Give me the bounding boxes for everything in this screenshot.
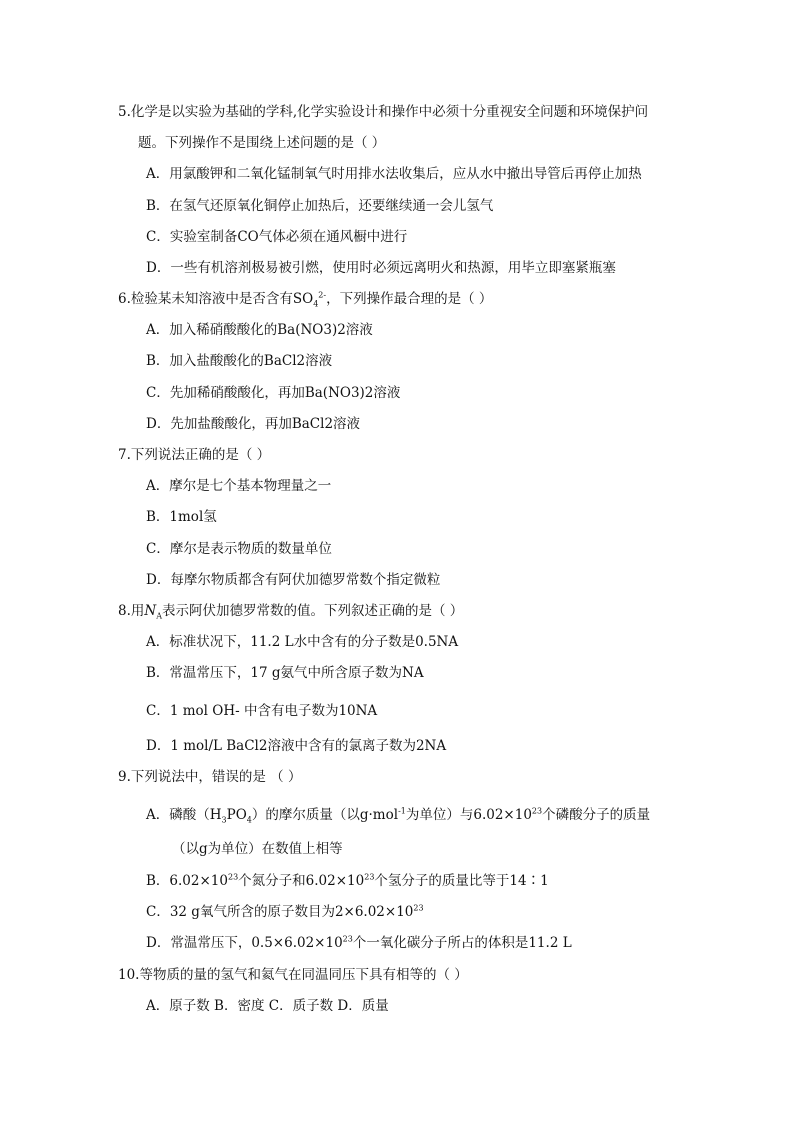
q8-option-d: D．1 mol/L BaCl2溶液中含有的氯离子数为2NA <box>146 738 447 754</box>
q9-option-d: D．常温常压下，$0.5\times 6.02\times 10^{23}$个一氧化碳分子所占的体积是11.2 L <box>146 934 572 951</box>
q5-option-a: A．用氯酸钾和二氧化锰制氧气时用排水法收集后，应从水中撤出导管后再停止加热 <box>146 166 642 182</box>
q6-stem: 6.检验某未知溶液中是否含有$SO_4^{2-}$，下列操作最合理的是（ ） <box>118 290 493 309</box>
q7-stem: 7.下列说法正确的是（ ） <box>118 447 271 463</box>
q6-option-d: D．先加盐酸酸化，再加BaCl2溶液 <box>146 416 361 432</box>
q7-option-d: D．每摩尔物质都含有阿伏加德罗常数个指定微粒 <box>146 572 441 588</box>
q6-option-c: C．先加稀硝酸酸化，再加Ba(NO3)2溶液 <box>146 385 401 401</box>
q7-option-a: A．摩尔是七个基本物理量之一 <box>146 478 332 494</box>
q6-option-b: B．加入盐酸酸化的BaCl2溶液 <box>146 353 333 369</box>
q8-option-b: B．常温常压下，17 g氨气中所含原子数为NA <box>146 665 424 681</box>
q10-options: A．原子数 B．密度 C．质子数 D．质量 <box>146 998 389 1014</box>
q9-option-a: A．磷酸$(H_3PO_4)$的摩尔质量（以g·mol$^{-1}$为单位）与$6.02\times 10^{23}$个磷酸分子的质量 <box>146 806 651 825</box>
q5-option-d: D．一些有机溶剂极易被引燃，使用时必须远离明火和热源，用毕立即塞紧瓶塞 <box>146 260 616 276</box>
q5-stem-line1: 5.化学是以实验为基础的学科,化学实验设计和操作中必须十分重视安全问题和环境保护问 <box>118 104 649 120</box>
q10-stem: 10.等物质的量的氢气和氦气在同温同压下具有相等的（ ） <box>118 967 468 983</box>
q8-option-a: A．标准状况下，11.2 L水中含有的分子数是0.5NA <box>146 634 459 650</box>
q6-option-a: A．加入稀硝酸酸化的Ba(NO3)2溶液 <box>146 322 373 338</box>
q9-option-a-line2: （以g为单位）在数值上相等 <box>172 841 343 857</box>
q5-option-b: B．在氢气还原氧化铜停止加热后，还要继续通一会儿氢气 <box>146 198 494 214</box>
q8-option-c: C．1 mol OH- 中含有电子数为10NA <box>146 703 378 719</box>
q5-stem-line2: 题。下列操作不是围绕上述问题的是（ ） <box>138 135 386 151</box>
q9-option-c: C．32 g氧气所含的原子数目为$2\times 6.02\times 10^{23}$ <box>146 903 424 920</box>
q9-stem: 9.下列说法中，错误的是 （ ） <box>118 769 302 785</box>
q7-option-b: B．1mol氢 <box>146 509 217 525</box>
q5-option-c: C．实验室制备CO气体必须在通风橱中进行 <box>146 229 408 245</box>
q9-option-b: B．$6.02\times 10^{23}$个氮分子和$6.02\times 10^{23}$个氢分子的质量比等于14∶1 <box>146 872 549 889</box>
q8-stem: 8.用$N_A$表示阿伏加德罗常数的值。下列叙述正确的是（ ） <box>118 603 464 621</box>
q7-option-c: C．摩尔是表示物质的数量单位 <box>146 541 332 557</box>
